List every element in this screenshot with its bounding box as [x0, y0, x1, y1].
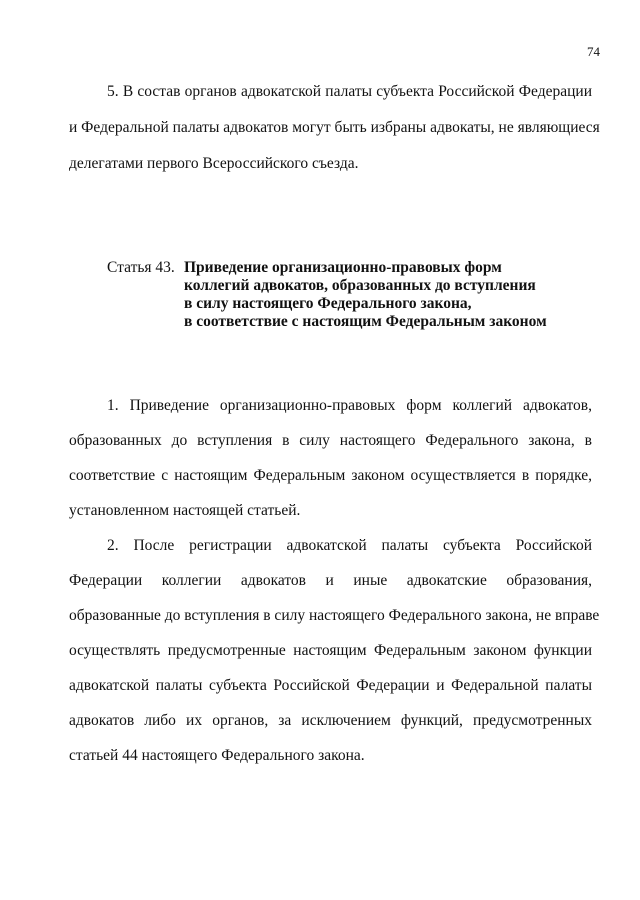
article-label: Статья 43.: [107, 259, 175, 276]
clause-5-line-1: 5. В состав органов адвокатской палаты субъекта Российской Федерации: [107, 83, 592, 100]
paragraph-1-line-4: установленном настоящей статьей.: [69, 502, 301, 519]
article-title-line-4: в соответствие с настоящим Федеральным законом: [184, 313, 547, 330]
paragraph-2-line-4: осуществлять предусмотренные настоящим Федеральным законом функции: [69, 642, 592, 659]
paragraph-1-line-2: образованных до вступления в силу настоящего Федерального закона, в: [69, 432, 592, 449]
paragraph-2-line-2: Федерации коллегии адвокатов и иные адвокатские образования,: [69, 572, 592, 589]
paragraph-2-line-6: адвокатов либо их органов, за исключением функций, предусмотренных: [69, 712, 592, 729]
paragraph-2-line-3: образованные до вступления в силу настоящего Федерального закона, не вправе: [69, 607, 600, 624]
paragraph-2-line-1: 2. После регистрации адвокатской палаты субъекта Российской: [107, 537, 592, 554]
clause-5-line-3: делегатами первого Всероссийского съезда.: [69, 155, 359, 172]
paragraph-2-line-7: статьей 44 настоящего Федерального закона.: [69, 747, 365, 764]
paragraph-2-line-5: адвокатской палаты субъекта Российской Федерации и Федеральной палаты: [69, 677, 592, 694]
article-title-line-2: коллегий адвокатов, образованных до вступления: [184, 277, 536, 294]
page-number: 74: [587, 44, 600, 59]
paragraph-1-line-3: соответствие с настоящим Федеральным законом осуществляется в порядке,: [69, 467, 592, 484]
clause-5-line-2: и Федеральной палаты адвокатов могут быть избраны адвокаты, не являющиеся: [69, 119, 600, 136]
paragraph-1-line-1: 1. Приведение организационно-правовых форм коллегий адвокатов,: [107, 397, 592, 414]
article-title-line-1: Приведение организационно-правовых форм: [184, 259, 502, 276]
article-title-line-3: в силу настоящего Федерального закона,: [184, 295, 472, 312]
